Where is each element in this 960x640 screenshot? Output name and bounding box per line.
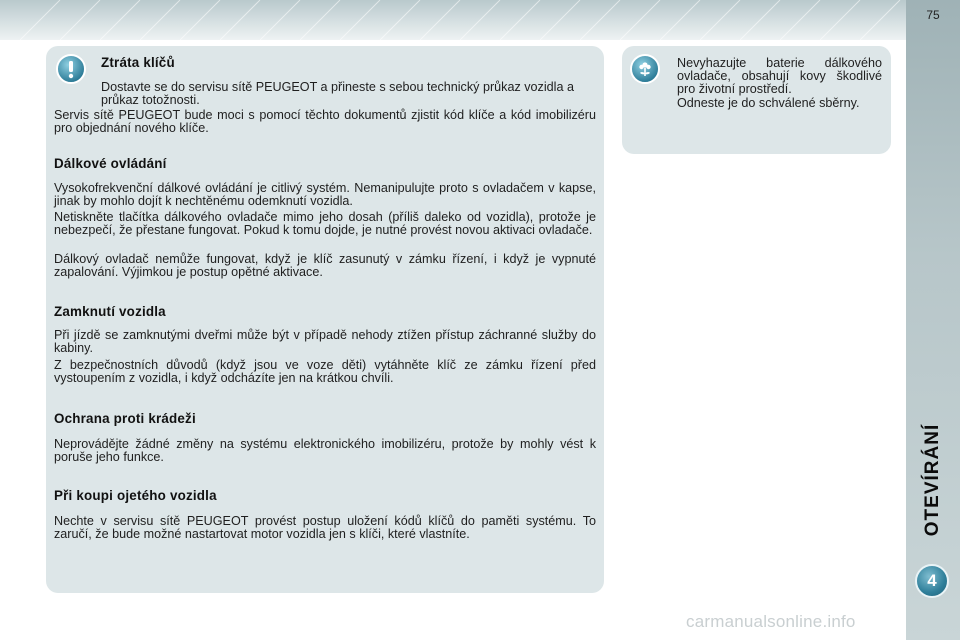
- remote-control-heading: Dálkové ovládání: [54, 156, 167, 171]
- battery-disposal-warning: Nevyhazujte baterie dálkového ovladače, obsahují kovy škodlivé pro životní prostředí.: [677, 56, 882, 96]
- warning-exclamation-icon: [56, 54, 86, 84]
- remote-control-paragraph-1: Vysokofrekvenční dálkové ovládání je citlivý systém. Nemanipulujte proto s ovladačem v kapse, jinak by mohlo dojít k nechtěnému odemknutí vozidla.: [54, 181, 596, 208]
- used-car-heading: Při koupi ojetého vozidla: [54, 488, 217, 503]
- locking-paragraph-1: Při jízdě se zamknutými dveřmi může být v případě nehody ztížen přístup záchranné služby do kabiny.: [54, 328, 596, 355]
- environment-flower-icon: [630, 54, 660, 84]
- page-number: 75: [926, 8, 940, 22]
- anti-theft-paragraph: Neprovádějte žádné změny na systému elektronického imobilizéru, protože by mohly vést k poruše jeho funkce.: [54, 437, 596, 464]
- locking-paragraph-2: Z bezpečnostních důvodů (když jsou ve voze děti) vytáhněte klíč ze zámku řízení před vystoupením z vozidla, i když odcházíte jen na krátkou chvíli.: [54, 358, 596, 385]
- main-info-panel: [46, 46, 604, 593]
- lost-keys-intro: Dostavte se do servisu sítě PEUGEOT a přineste s sebou technický průkaz vozidla a průkaz totožnosti.: [101, 80, 574, 107]
- environment-note-panel: [622, 46, 891, 154]
- watermark-text: carmanualsonline.info: [686, 612, 856, 631]
- top-decorative-band: [0, 0, 906, 40]
- battery-collection-note: Odneste je do schválené sběrny.: [677, 96, 860, 110]
- section-title-text: OTEVÍRÁNÍ: [922, 423, 944, 537]
- used-car-paragraph: Nechte v servisu sítě PEUGEOT provést postup uložení kódů klíčů do paměti systému. To zaručí, že bude možné nastartovat motor vozidla jen s klíči, které vlastníte.: [54, 514, 596, 541]
- anti-theft-heading: Ochrana proti krádeži: [54, 411, 196, 426]
- lost-keys-heading: Ztráta klíčů: [101, 55, 175, 70]
- locking-heading: Zamknutí vozidla: [54, 304, 166, 319]
- section-title: [918, 410, 948, 550]
- remote-control-paragraph-2: Netiskněte tlačítka dálkového ovladače mimo jeho dosah (příliš daleko od vozidla), protože je nebezpečí, že přestane fungovat. Pokud k tomu dojde, je nutné provést novou aktivaci ovladače.: [54, 210, 596, 237]
- lost-keys-body: Servis sítě PEUGEOT bude moci s pomocí těchto dokumentů zjistit kód klíče a kód imobilizéru pro objednání nového klíče.: [54, 108, 596, 135]
- top-band-pattern: [0, 0, 906, 40]
- remote-control-paragraph-3: Dálkový ovladač nemůže fungovat, když je klíč zasunutý v zámku řízení, i když je vypnuté zapalování. Výjimkou je postup opětné aktivace.: [54, 252, 596, 279]
- chapter-number-badge: 4: [915, 564, 949, 598]
